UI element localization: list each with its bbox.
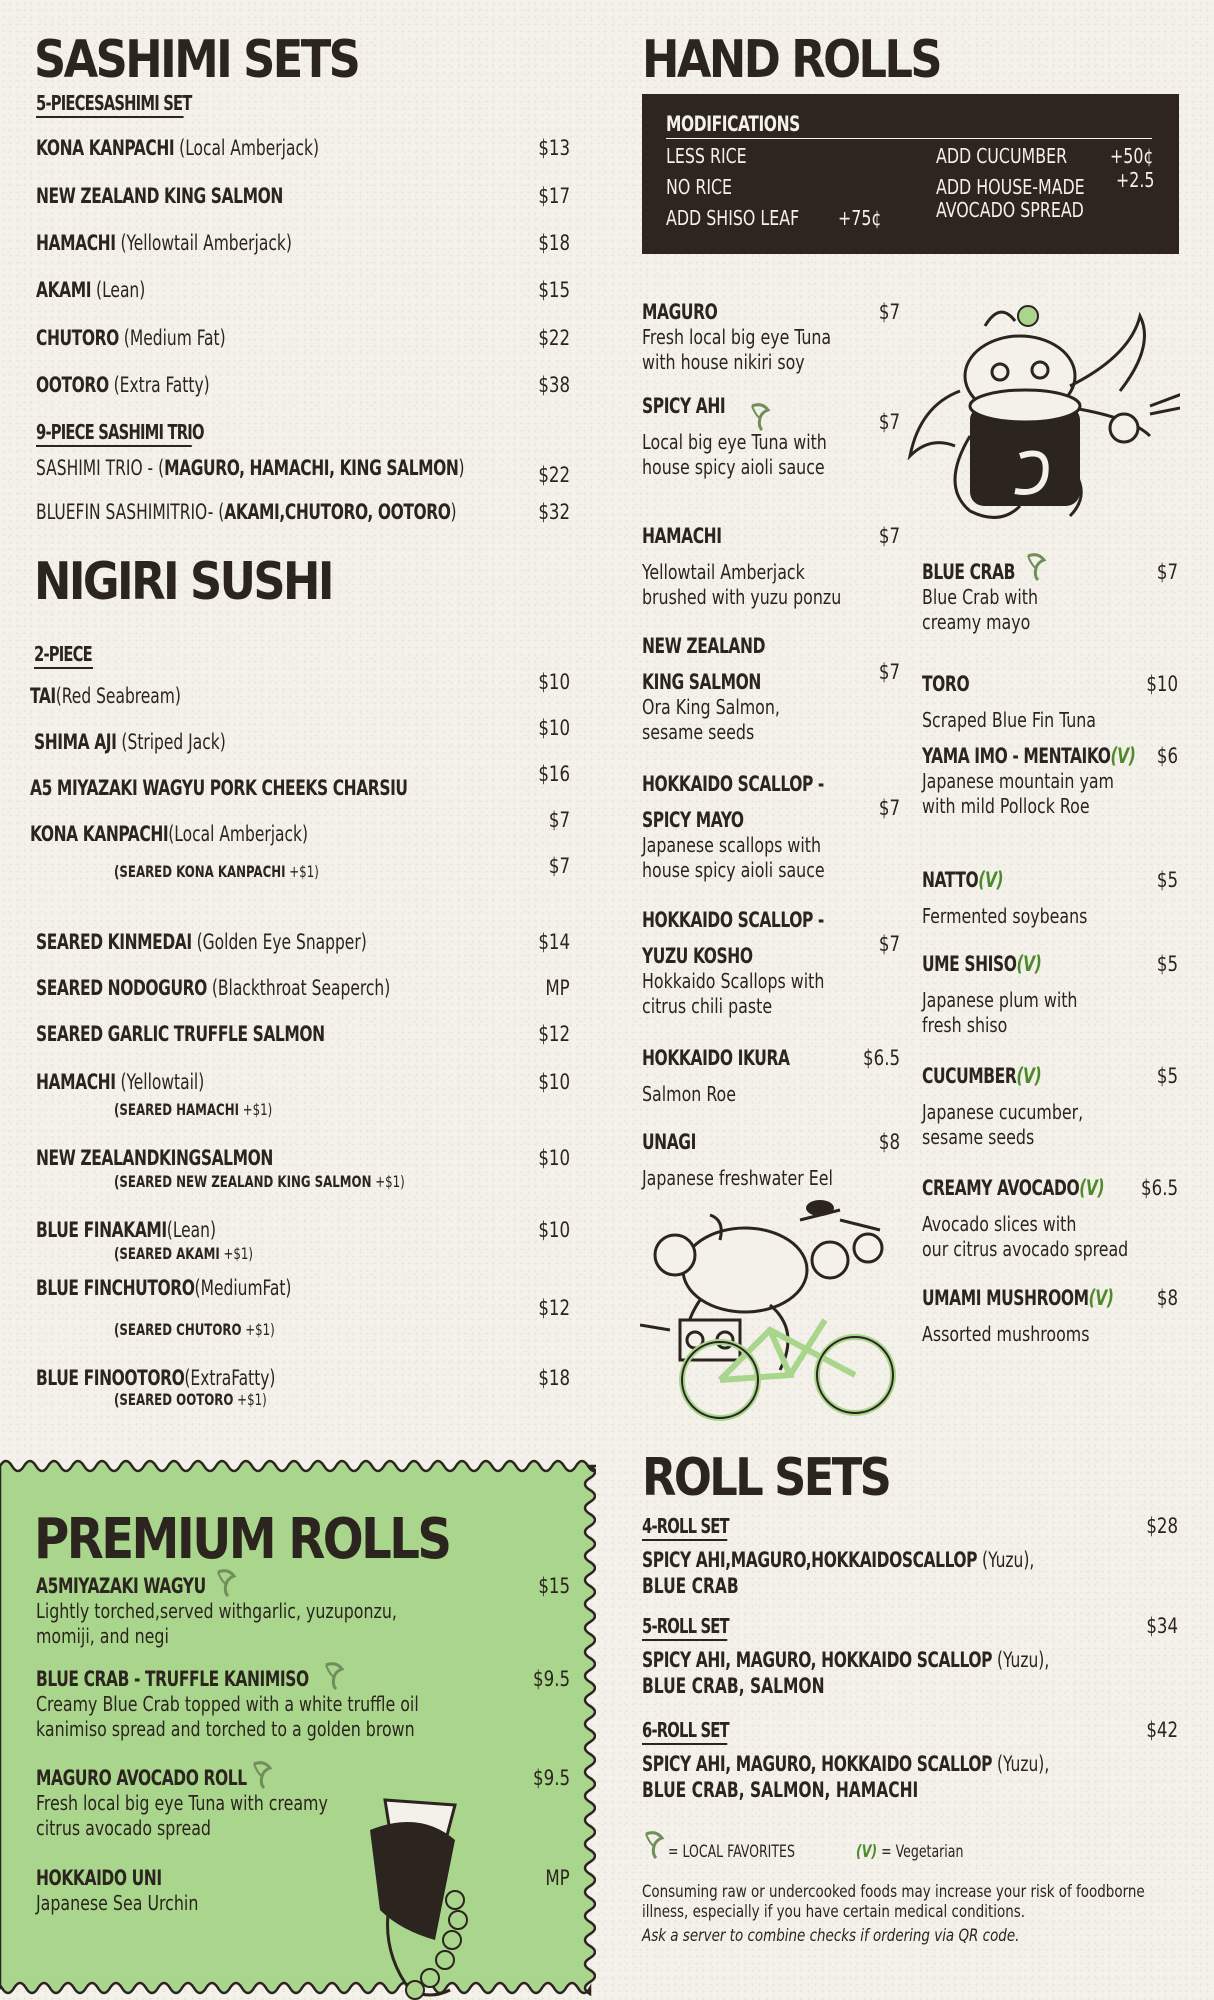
nigiri-item: [36, 1070, 204, 1094]
rollset-contents-bold: SPICY AHI,MAGURO,HOKKAIDOSCALLOP: [642, 1548, 978, 1572]
sashimi-item: [36, 373, 210, 397]
sashimi-trio-item: SASHIMI TRIO - (MAGURO, HAMACHI, KING SALMON): [36, 456, 465, 480]
sashimi-item-note: (Local Amberjack): [174, 136, 319, 160]
handroll-price: $5: [1156, 952, 1178, 976]
handroll-price: $8: [878, 1130, 900, 1154]
nigiri-item-name: NEW ZEALANDKINGSALMON: [36, 1146, 273, 1170]
nigiri-seared-option: [114, 862, 319, 881]
sashimi-item: [36, 278, 145, 302]
handroll-price: $10: [1146, 672, 1178, 696]
rollset-label: 5-ROLL SET: [642, 1614, 727, 1641]
mod-less-rice: LESS RICE: [666, 144, 747, 168]
handroll-desc: Assorted mushrooms: [922, 1322, 1090, 1346]
octopus-roll-illustration: [900, 296, 1180, 532]
sashimi-item-note: (Extra Fatty): [108, 373, 210, 397]
sashimi-item-price: $17: [538, 184, 570, 208]
premium-item-desc: kanimiso spread and torched to a golden brown: [36, 1717, 415, 1741]
sashimi-item-note: (Medium Fat): [118, 326, 226, 350]
mod-no-rice: NO RICE: [666, 175, 733, 199]
nigiri-subtitle: 2-PIECE: [34, 642, 93, 669]
handroll-desc: Salmon Roe: [642, 1082, 736, 1106]
premium-item-desc: Lightly torched,served withgarlic, yuzuponzu,: [36, 1599, 397, 1623]
handroll-name: [922, 1286, 1114, 1310]
mod-add-shiso-price: +75¢: [838, 206, 882, 230]
nigiri-item-price: $10: [538, 1146, 570, 1170]
vegetarian-mark: (V): [1088, 1286, 1114, 1310]
handroll-desc: Japanese scallops with: [642, 833, 822, 857]
handroll-desc: Scraped Blue Fin Tuna: [922, 708, 1096, 732]
nigiri-item-note: (Red Seabream): [55, 684, 181, 708]
nigiri-seared-option: [114, 1100, 272, 1119]
rollset-contents-bold: SPICY AHI, MAGURO, HOKKAIDO SCALLOP: [642, 1752, 993, 1776]
sashimi-item: [36, 184, 283, 208]
nigiri-item-name: BLUE FINOOTORO: [36, 1366, 185, 1390]
nigiri-item-note: (Lean): [166, 1218, 217, 1242]
handroll-desc: our citrus avocado spread: [922, 1237, 1129, 1261]
handroll-name-text: CUCUMBER: [922, 1064, 1017, 1088]
sashimi-five-piece-subtitle: 5-PIECESASHIMI SET: [36, 91, 184, 118]
rollset-contents-note: (Yuzu),: [977, 1548, 1035, 1572]
sashimi-item-price: $18: [538, 231, 570, 255]
handroll-price: $7: [878, 932, 900, 956]
handroll-price: $6: [1156, 744, 1178, 768]
sashimi-item-name: CHUTORO: [36, 326, 119, 350]
nigiri-item-price: $18: [538, 1366, 570, 1390]
premium-item-name: A5MIYAZAKI WAGYU: [36, 1574, 206, 1598]
handroll-desc: Blue Crab with: [922, 585, 1039, 609]
footer-checks-note: Ask a server to combine checks if ordering via QR code.: [642, 1926, 1020, 1946]
handroll-name: [922, 868, 1003, 892]
local-favorite-icon: [214, 1568, 238, 1602]
handroll-price: $7: [878, 300, 900, 324]
sashimi-item-price: $38: [538, 373, 570, 397]
premium-item-name: BLUE CRAB - TRUFFLE KANIMISO: [36, 1667, 309, 1691]
sashimi-item-name: HAMACHI: [36, 231, 116, 255]
seared-option-price: +$1): [219, 1244, 253, 1263]
mod-add-avocado-line1: ADD HOUSE-MADE: [936, 175, 1085, 199]
premium-item-price: $15: [538, 1574, 570, 1598]
handroll-name: [922, 952, 1041, 976]
nigiri-item-note: (ExtraFatty): [184, 1366, 276, 1390]
nigiri-item-price: $16: [538, 762, 570, 786]
handroll-name-text: BLUE CRAB: [922, 560, 1016, 584]
handroll-price: $8: [1156, 1286, 1178, 1310]
legend-local-icon: [642, 1830, 668, 1864]
handroll-desc: creamy mayo: [922, 610, 1031, 634]
nigiri-item-price: $7: [548, 854, 570, 878]
nigiri-item: [36, 1146, 273, 1170]
nigiri-item-note: (Blackthroat Seaperch): [206, 976, 391, 1000]
hand-roll-illustration: [360, 1790, 490, 2000]
handroll-name-text: CREAMY AVOCADO: [922, 1176, 1080, 1200]
rollset-price: $42: [1146, 1718, 1178, 1742]
nigiri-item-price: $12: [538, 1296, 570, 1320]
handroll-desc: house spicy aioli sauce: [642, 858, 825, 882]
nigiri-item-price: $10: [538, 716, 570, 740]
seared-option-price: +$1): [241, 1320, 275, 1339]
handroll-name-line2: YUZU KOSHO: [642, 944, 753, 968]
handroll-name-text: TORO: [922, 672, 970, 696]
rollset-price: $28: [1146, 1514, 1178, 1538]
nigiri-item: [30, 776, 408, 800]
legend-local-text: = LOCAL FAVORITES: [668, 1842, 795, 1862]
rollset-label: 4-ROLL SET: [642, 1514, 727, 1541]
mod-add-cucumber: ADD CUCUMBER: [936, 144, 1068, 168]
vegetarian-mark: (V): [1110, 744, 1136, 768]
local-favorite-icon: [322, 1661, 346, 1695]
handroll-name-text: YAMA IMO - MENTAIKO: [922, 744, 1111, 768]
nigiri-item-price: MP: [545, 976, 570, 1000]
seared-option-price: +$1): [233, 1390, 267, 1409]
modifications-box: [642, 94, 1179, 254]
nigiri-item: [36, 1022, 325, 1046]
nigiri-seared-option: [114, 1320, 275, 1339]
nigiri-item-note: (MediumFat): [194, 1276, 292, 1300]
handroll-name: [922, 744, 1135, 768]
handroll-name: HAMACHI: [642, 524, 722, 548]
seared-option-name: (SEARED CHUTORO: [114, 1320, 242, 1339]
seared-option-price: +$1): [371, 1172, 405, 1191]
handroll-desc: brushed with yuzu ponzu: [642, 585, 842, 609]
vegetarian-mark: (V): [1016, 952, 1042, 976]
sashimi-item: [36, 326, 226, 350]
sashimi-title: SASHIMI SETS: [34, 30, 359, 90]
seared-option-name: (SEARED AKAMI: [114, 1244, 220, 1263]
legend-veg-text: = Vegetarian: [877, 1842, 964, 1862]
nigiri-item: [36, 1218, 216, 1242]
rollset-contents-note: (Yuzu),: [992, 1648, 1050, 1672]
sashimi-item-price: $13: [538, 136, 570, 160]
sashimi-item-name: NEW ZEALAND KING SALMON: [36, 184, 283, 208]
handroll-desc: Avocado slices with: [922, 1212, 1077, 1236]
premium-item-price: $9.5: [532, 1667, 570, 1691]
handroll-desc: Japanese freshwater Eel: [642, 1166, 833, 1190]
handroll-desc: Japanese cucumber,: [922, 1100, 1084, 1124]
handroll-name-text: NATTO: [922, 868, 979, 892]
nigiri-item-name: SEARED GARLIC TRUFFLE SALMON: [36, 1022, 325, 1046]
handroll-desc: Ora King Salmon,: [642, 695, 780, 719]
premium-item-desc: citrus avocado spread: [36, 1816, 211, 1840]
mod-add-avocado-line2: AVOCADO SPREAD: [936, 198, 1084, 222]
handroll-desc: Yellowtail Amberjack: [642, 560, 805, 584]
nigiri-item-name: BLUE FINCHUTORO: [36, 1276, 195, 1300]
handroll-price: $7: [878, 410, 900, 434]
nigiri-seared-option: [114, 1390, 267, 1409]
rollset-contents-line2: BLUE CRAB: [642, 1574, 739, 1598]
vegetarian-mark: (V): [978, 868, 1004, 892]
nigiri-item-name: SHIMA AJI: [34, 730, 117, 754]
handroll-name: [922, 560, 1015, 584]
nigiri-item-name: A5 MIYAZAKI WAGYU PORK CHEEKS CHARSIU: [30, 776, 408, 800]
nigiri-item-note: (Yellowtail): [115, 1070, 205, 1094]
rollset-contents-note: (Yuzu),: [992, 1752, 1050, 1776]
vegetarian-mark: (V): [1079, 1176, 1105, 1200]
premium-item-desc: Fresh local big eye Tuna with creamy: [36, 1791, 328, 1815]
nigiri-title: NIGIRI SUSHI: [34, 552, 332, 612]
sashimi-item: [36, 231, 292, 255]
rollset-contents-bold: SPICY AHI, MAGURO, HOKKAIDO SCALLOP: [642, 1648, 993, 1672]
rollset-contents-line2: BLUE CRAB, SALMON: [642, 1674, 825, 1698]
bluefin-trio-price: $32: [538, 500, 570, 524]
nigiri-item: [30, 684, 181, 708]
handroll-name: [922, 1176, 1104, 1200]
seared-option-name: (SEARED HAMACHI: [114, 1100, 239, 1119]
handroll-name: [922, 672, 969, 696]
handroll-desc: Japanese plum with: [922, 988, 1078, 1012]
sashimi-item-name: KONA KANPACHI: [36, 136, 175, 160]
seared-option-name: (SEARED KONA KANPACHI: [114, 862, 286, 881]
handroll-price: $6.5: [1140, 1176, 1178, 1200]
nigiri-seared-option: [114, 1172, 405, 1191]
mod-add-avocado-price: +2.5: [1116, 168, 1155, 192]
premium-item-price: $9.5: [532, 1766, 570, 1790]
handroll-name: UNAGI: [642, 1130, 696, 1154]
premium-item-desc: Creamy Blue Crab topped with a white truffle oil: [36, 1692, 419, 1716]
seared-option-name: (SEARED OOTORO: [114, 1390, 234, 1409]
local-favorite-icon: [748, 402, 772, 436]
handroll-desc: Hokkaido Scallops with: [642, 969, 825, 993]
footer-warning-line1: Consuming raw or undercooked foods may increase your risk of foodborne: [642, 1882, 1145, 1902]
sashimi-item-name: OOTORO: [36, 373, 109, 397]
handroll-price: $7: [1156, 560, 1178, 584]
handroll-price: $5: [1156, 1064, 1178, 1088]
octopus-bicycle-illustration: [640, 1200, 920, 1422]
nigiri-item-name: KONA KANPACHI: [30, 822, 169, 846]
local-favorite-icon: [250, 1760, 274, 1794]
rollset-contents: [642, 1548, 1034, 1572]
premium-item-desc: momiji, and negi: [36, 1624, 169, 1648]
sashimi-item-price: $22: [538, 326, 570, 350]
rollset-label: 6-ROLL SET: [642, 1718, 727, 1745]
premium-item-name: MAGURO AVOCADO ROLL: [36, 1766, 247, 1790]
seared-option-price: +$1): [238, 1100, 273, 1119]
handroll-name: NEW ZEALAND: [642, 634, 766, 658]
handroll-desc: house spicy aioli sauce: [642, 455, 825, 479]
nigiri-item: [36, 930, 367, 954]
rollset-contents: [642, 1648, 1049, 1672]
handroll-price: $5: [1156, 868, 1178, 892]
rollset-contents: [642, 1752, 1049, 1776]
handroll-name: HOKKAIDO SCALLOP -: [642, 772, 824, 796]
handrolls-title: HAND ROLLS: [642, 30, 941, 90]
sashimi-item-note: (Yellowtail Amberjack): [115, 231, 292, 255]
mod-add-shiso: ADD SHISO LEAF: [666, 206, 800, 230]
seared-option-name: (SEARED NEW ZEALAND KING SALMON: [114, 1172, 372, 1191]
premium-item-price: MP: [545, 1866, 570, 1890]
handroll-desc: fresh shiso: [922, 1013, 1008, 1037]
premium-item-desc: Japanese Sea Urchin: [36, 1891, 199, 1915]
handroll-price: $7: [878, 524, 900, 548]
local-favorite-icon: [1024, 552, 1048, 586]
nigiri-item-name: BLUE FINAKAMI: [36, 1218, 167, 1242]
sashimi-trio-subtitle: 9-PIECE SASHIMI TRIO: [36, 420, 192, 447]
handroll-desc: with mild Pollock Roe: [922, 794, 1090, 818]
handroll-price: $7: [878, 660, 900, 684]
legend-veg-mark: (V): [856, 1842, 878, 1862]
premium-item-name: HOKKAIDO UNI: [36, 1866, 162, 1890]
nigiri-item-note: (Golden Eye Snapper): [191, 930, 367, 954]
sashimi-item-price: $15: [538, 278, 570, 302]
modifications-divider: [666, 138, 1152, 139]
handroll-name: [922, 1064, 1041, 1088]
nigiri-item-name: HAMACHI: [36, 1070, 116, 1094]
sashimi-item-note: (Lean): [91, 278, 146, 302]
nigiri-item-name: SEARED NODOGURO: [36, 976, 207, 1000]
nigiri-item: [34, 730, 226, 754]
rollset-contents-line2: BLUE CRAB, SALMON, HAMACHI: [642, 1778, 919, 1802]
seared-option-price: +$1): [285, 862, 319, 881]
nigiri-item-price: $10: [538, 670, 570, 694]
sashimi-item: [36, 136, 319, 160]
rollsets-title: ROLL SETS: [642, 1448, 890, 1508]
nigiri-item-price: $12: [538, 1022, 570, 1046]
nigiri-item-note: (Striped Jack): [116, 730, 226, 754]
nigiri-item-name: TAI: [30, 684, 56, 708]
handroll-desc: Local big eye Tuna with: [642, 430, 827, 454]
handroll-name: SPICY AHI: [642, 394, 726, 418]
premium-title: PREMIUM ROLLS: [34, 1507, 450, 1572]
modifications-title: MODIFICATIONS: [666, 112, 800, 136]
handroll-name: MAGURO: [642, 300, 718, 324]
rollset-price: $34: [1146, 1614, 1178, 1638]
nigiri-seared-option: [114, 1244, 253, 1263]
mod-add-cucumber-price: +50¢: [1110, 144, 1154, 168]
handroll-desc: Fermented soybeans: [922, 904, 1088, 928]
handroll-name-line2: SPICY MAYO: [642, 808, 744, 832]
handroll-desc: citrus chili paste: [642, 994, 773, 1018]
handroll-desc: sesame seeds: [642, 720, 755, 744]
sashimi-item-name: AKAMI: [36, 278, 92, 302]
nigiri-item: [36, 1276, 291, 1300]
nigiri-item-name: SEARED KINMEDAI: [36, 930, 192, 954]
sashimi-trio-price: $22: [538, 463, 570, 487]
nigiri-item-price: $14: [538, 930, 570, 954]
vegetarian-mark: (V): [1016, 1064, 1042, 1088]
nigiri-item: [36, 976, 390, 1000]
nigiri-item: [36, 1366, 275, 1390]
handroll-name-text: UMAMI MUSHROOM: [922, 1286, 1089, 1310]
nigiri-item-price: $10: [538, 1070, 570, 1094]
legend-veg: [856, 1842, 963, 1862]
handroll-name-line2: KING SALMON: [642, 670, 761, 694]
handroll-desc: Fresh local big eye Tuna: [642, 325, 832, 349]
bluefin-trio-item: BLUEFIN SASHIMITRIO- (AKAMI,CHUTORO, OOTORO): [36, 500, 457, 524]
nigiri-item-price: $10: [538, 1218, 570, 1242]
nigiri-item-price: $7: [548, 808, 570, 832]
handroll-name: HOKKAIDO SCALLOP -: [642, 908, 824, 932]
handroll-name-text: UME SHISO: [922, 952, 1017, 976]
footer-warning-line2: illness, especially if you have certain medical conditions.: [642, 1902, 1026, 1922]
nigiri-item-note: (Local Amberjack): [168, 822, 309, 846]
handroll-desc: Japanese mountain yam: [922, 769, 1114, 793]
nigiri-item: [30, 822, 308, 846]
handroll-desc: sesame seeds: [922, 1125, 1035, 1149]
handroll-desc: with house nikiri soy: [642, 350, 805, 374]
handroll-price: $6.5: [862, 1046, 900, 1070]
handroll-price: $7: [878, 796, 900, 820]
handroll-name: HOKKAIDO IKURA: [642, 1046, 790, 1070]
